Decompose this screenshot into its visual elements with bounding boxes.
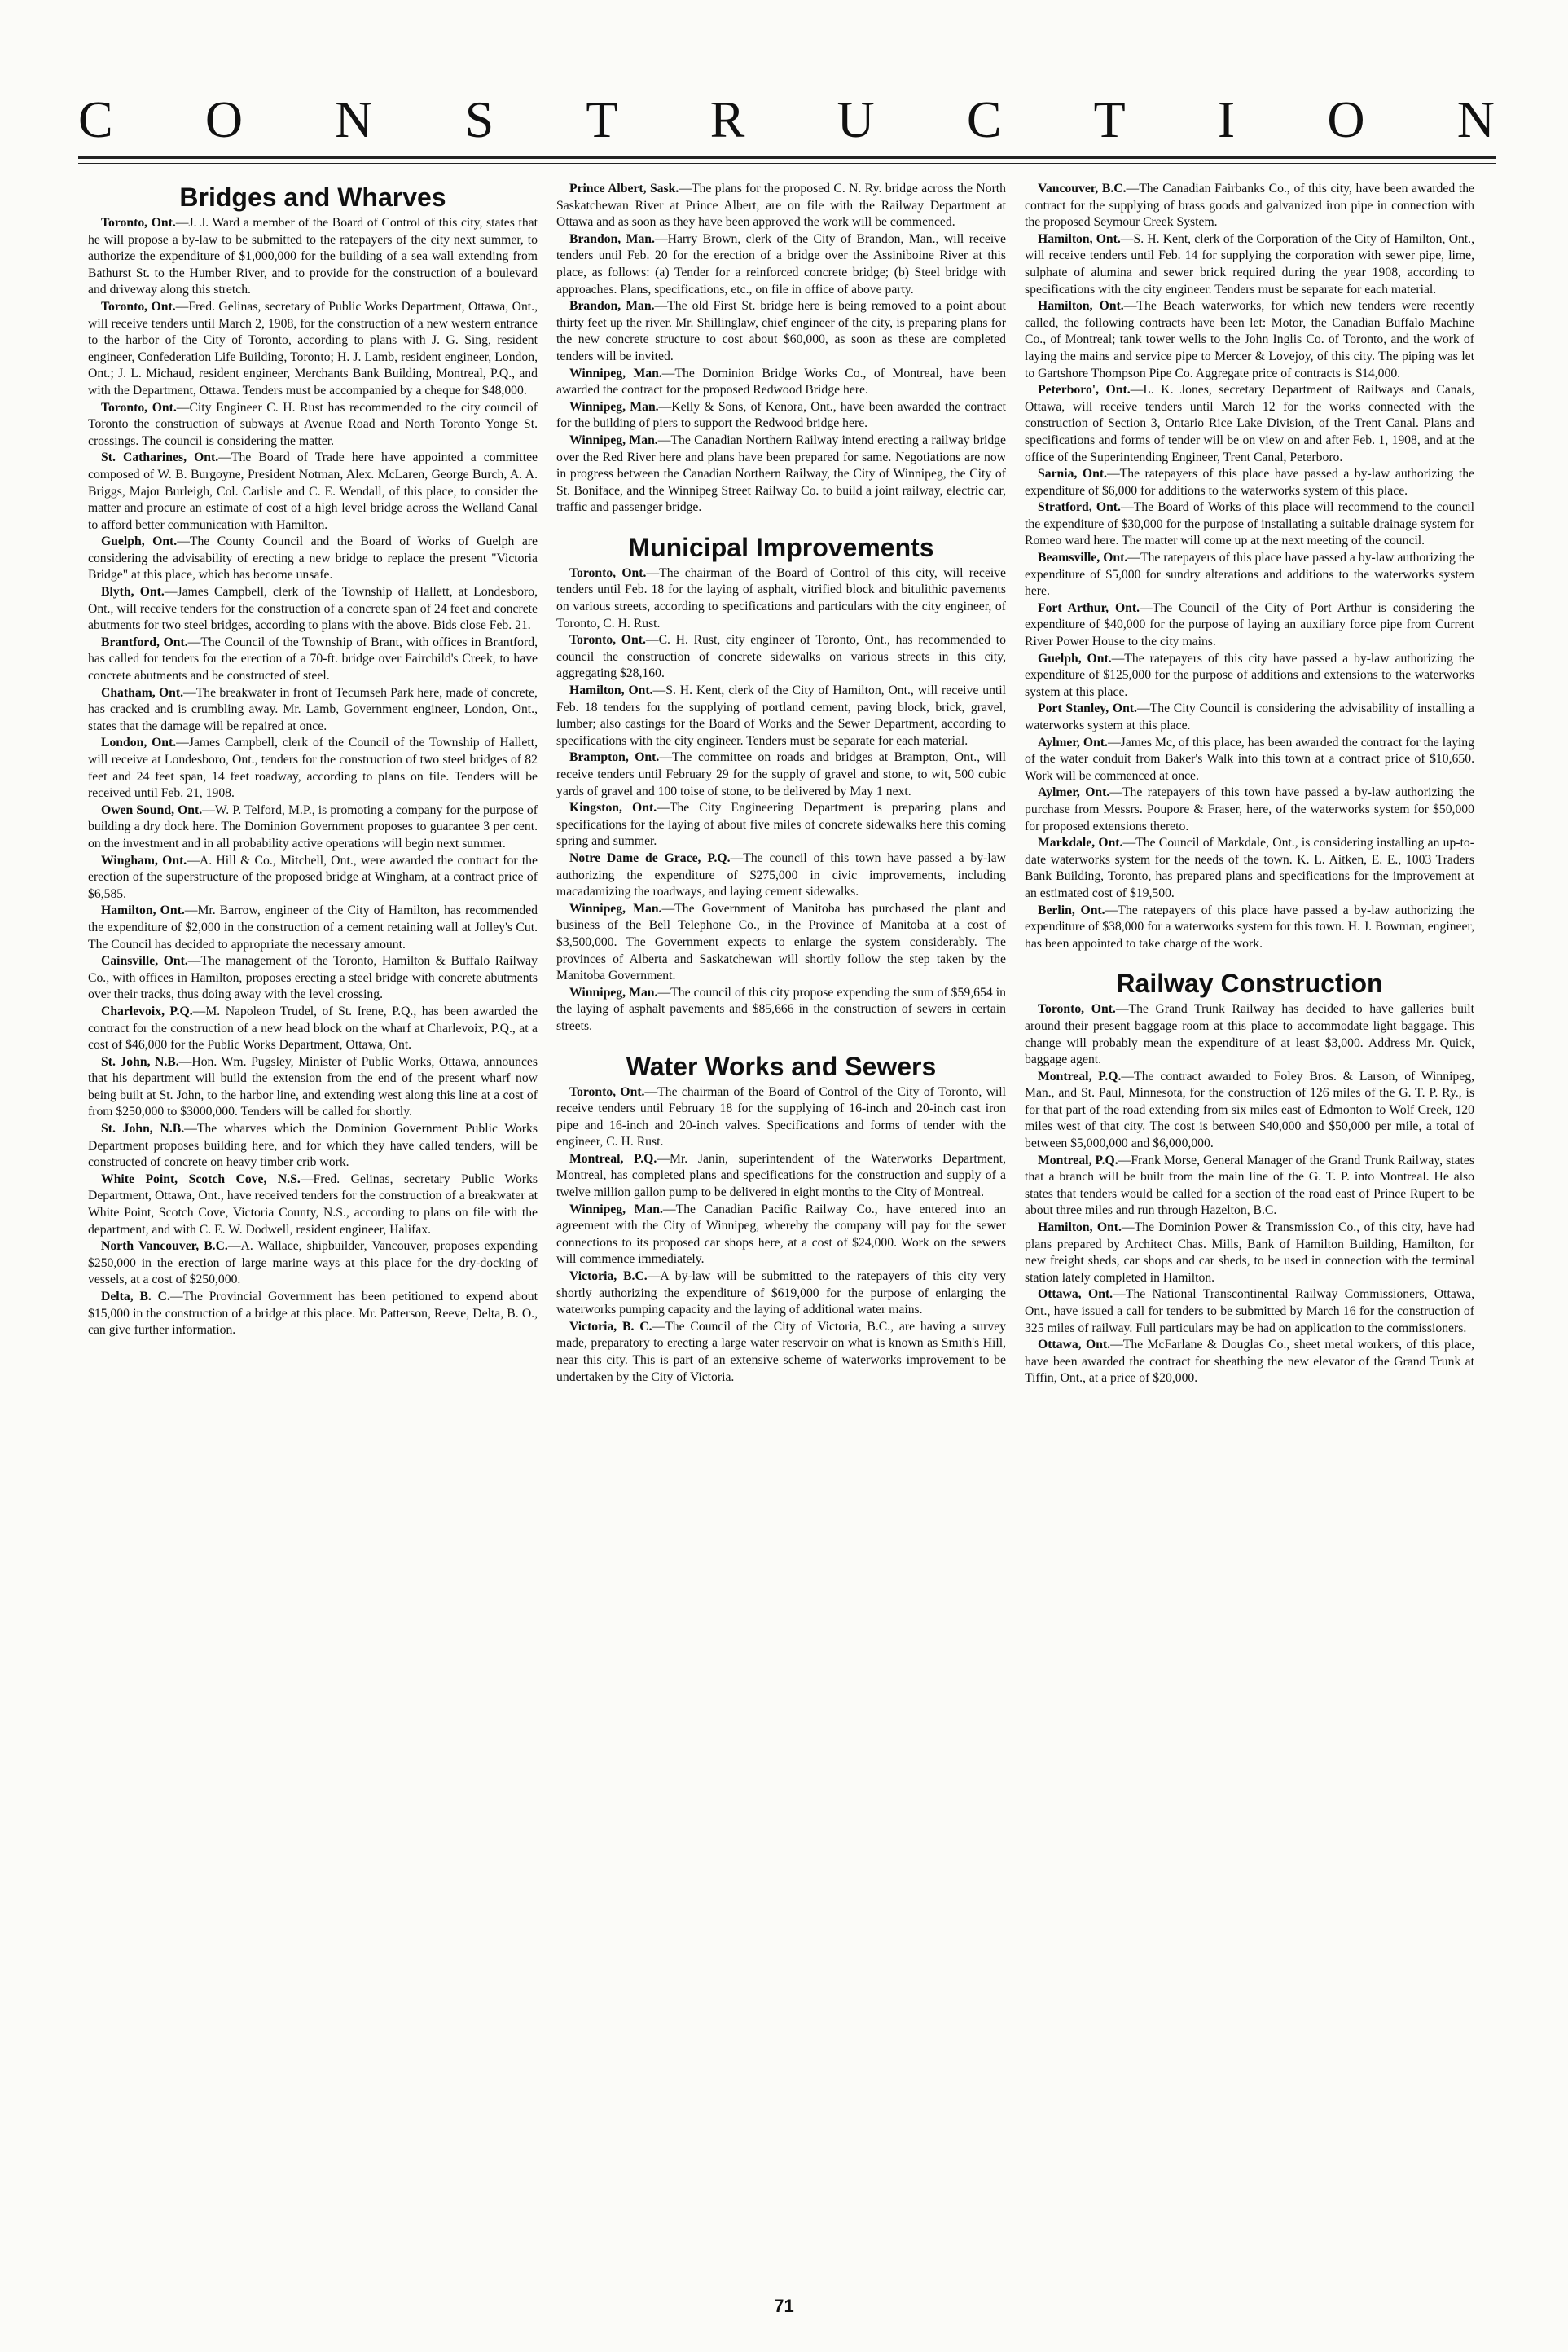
news-item-dateline: Cainsville, Ont.: [101, 954, 188, 969]
news-item-body: —The Grand Trunk Railway has decided to have galleries built around their present baggage room at this place to accommodate light baggage. This change will probably mean the expenditure of at least $3,000. Address Mr. Quick, baggage agent.: [1025, 1002, 1474, 1067]
news-item-dateline: Ottawa, Ont.: [1038, 1287, 1113, 1302]
news-item: [556, 565, 1006, 632]
news-item-dateline: Montreal, P.Q.: [569, 1151, 657, 1166]
news-item: [556, 181, 1006, 231]
column-left: [88, 181, 538, 2299]
news-item-dateline: Guelph, Ont.: [101, 534, 178, 549]
news-item-body: —City Engineer C. H. Rust has recommended to the city council of Toronto the construction of subways at Avenue Road and North Toronto Yonge St. crossings. The council is considering the matter.: [88, 400, 538, 448]
news-item-body: —M. Napoleon Trudel, of St. Irene, P.Q., has been awarded the contract for the construction of a new head block on the wharf at Charlevoix, P.Q., at a cost of $46,000 for the Public Works Department, Ottawa, Ont.: [88, 1004, 538, 1053]
news-item-dateline: Brandon, Man.: [569, 231, 655, 246]
news-item: [1025, 835, 1474, 902]
news-item-dateline: Toronto, Ont.: [101, 216, 176, 230]
news-item-dateline: Winnipeg, Man.: [569, 901, 662, 916]
news-item-dateline: Toronto, Ont.: [101, 400, 177, 415]
news-item-body: —Frank Morse, General Manager of the Grand Trunk Railway, states that a branch will be built from the main line of the G. T. P. into Montreal. He also states that tenders would be called for a section of the road east of Prince Rupert to be about three miles and run through Hazelton, B.C.: [1025, 1153, 1474, 1218]
news-item-body: —The Council of Markdale, Ont., is considering installing an up-to-date waterworks system for the needs of the town. K. L. Aitken, E. E., 1003 Traders Bank Building, Toronto, has prepared plans and specifications for the improvement at an estimated cost of $19,500.: [1025, 836, 1474, 900]
news-item-dateline: Toronto, Ont.: [569, 633, 646, 648]
news-item: [88, 953, 538, 1004]
news-item-dateline: Brantford, Ont.: [101, 635, 188, 649]
news-item-body: —James Mc, of this place, has been awarded the contract for the laying of the water conduit from Baker's Walk into this town at a contract price of $10,650. Work will be commenced at once.: [1025, 735, 1474, 783]
news-item: [556, 433, 1006, 517]
news-item-body: —C. H. Rust, city engineer of Toronto, Ont., has recommended to council the construction of concrete sidewalks on various streets in this city, aggregating $28,160.: [556, 633, 1006, 681]
news-item: [1025, 600, 1474, 651]
masthead-letter: T: [586, 90, 619, 148]
news-item: [556, 985, 1006, 1035]
news-item-body: —The Council of the City of Port Arthur is considering the expenditure of $40,000 for the purpose of laying an auxiliary force pipe from Current River Power House to the city mains.: [1025, 600, 1474, 649]
news-item-dateline: St. John, N.B.: [101, 1122, 185, 1136]
news-item: [88, 1004, 538, 1054]
news-item-body: —The plans for the proposed C. N. Ry. bridge across the North Saskatchewan River at Prince Albert, are on file with the Railway Department at Ottawa and as soon as they have been approved the work will be commenced.: [556, 182, 1006, 230]
news-item-body: —Harry Brown, clerk of the City of Brandon, Man., will receive tenders until Feb. 20 for the erection of a bridge over the Assiniboine River at this place, as follows: (a) Tender for a reinforced concrete bridge; (b) Steel bridge with approaches. Plans, specifications, etc., on file in office of above party.: [556, 231, 1006, 297]
news-item: [1025, 735, 1474, 785]
news-item-body: —The Government of Manitoba has purchased the plant and business of the Bell Telephone Co., in the Province of Manitoba at a cost of $3,500,000. The Government expects to enlarge the system considerably. The provinces of Alberta and Saskatchewan will shortly follow the step taken by the Manitoba Government.: [556, 901, 1006, 983]
news-item-dateline: White Point, Scotch Cove, N.S.: [101, 1172, 301, 1186]
news-item-dateline: Toronto, Ont.: [1038, 1002, 1116, 1017]
news-item-body: —A. Wallace, shipbuilder, Vancouver, proposes expending $250,000 in the erection of large marine ways at this place for the dry-docking of vessels, at a cost of $250,000.: [88, 1239, 538, 1287]
news-item-body: —The County Council and the Board of Works of Guelph are considering the advisability of erecting a new bridge to replace the present "Victoria Bridge" at this place, which has become unsafe.: [88, 534, 538, 583]
news-item-body: —Mr. Barrow, engineer of the City of Hamilton, has recommended the expenditure of $2,000 in the construction of a cement retaining wall at Jolley's Cut. The Council has decided to appropriate the necessary amount.: [88, 903, 538, 952]
news-item: [1025, 651, 1474, 701]
news-item-body: —The Beach waterworks, for which new tenders were recently called, the following contracts have been let: Motor, the Canadian Buffalo Machine Co., of Montreal; tank tower wells to the John Inglis Co. of Toronto, and the work of laying the mains and service pipe to Mercer & Lovejoy, of this city. The piping was let to Gartshore Thompson Pipe Co. Aggregate price of contracts is $14,000.: [1025, 299, 1474, 380]
news-item-dateline: Guelph, Ont.: [1038, 651, 1112, 666]
news-item: [1025, 499, 1474, 550]
news-item: [556, 851, 1006, 901]
news-item-dateline: Port Stanley, Ont.: [1038, 701, 1137, 716]
news-item-dateline: Markdale, Ont.: [1038, 836, 1123, 851]
masthead-letter: T: [1093, 90, 1127, 148]
news-item-body: —The old First St. bridge here is being removed to a point about thirty feet up the river. Mr. Shillinglaw, chief engineer of the city, is preparing plans for the new concrete structure to cost about $60,000, as soon as these are completed tenders will be invited.: [556, 299, 1006, 363]
news-item: [556, 1084, 1006, 1151]
news-item-dateline: Winnipeg, Man.: [569, 433, 658, 447]
news-item: [88, 1238, 538, 1289]
news-item: [88, 450, 538, 534]
news-item-body: —Mr. Janin, superintendent of the Waterworks Department, Montreal, has completed plans and specifications for the construction and supply of a twelve million gallon pump to be delivered in eight months to the City of Montreal.: [556, 1151, 1006, 1200]
news-item: [1025, 903, 1474, 953]
news-item: [556, 1319, 1006, 1386]
news-item-dateline: Toronto, Ont.: [101, 299, 176, 314]
news-item-body: —The ratepayers of this place have passed a by-law authorizing the expenditure of $6,000 for additions to the waterworks system of this place.: [1025, 467, 1474, 498]
masthead-letter: O: [204, 90, 244, 148]
news-item-dateline: Montreal, P.Q.: [1038, 1153, 1118, 1167]
news-item-body: —J. J. Ward a member of the Board of Control of this city, states that he will propose a by-law to be submitted to the ratepayers of the city next summer, to authorize the expenditure of $1,000,000 for the building of a sea wall extending from Bathurst St. to the Humber River, and to provide for the construction of a boulevard and driveway along this stretch.: [88, 216, 538, 297]
masthead-letter: R: [709, 90, 746, 148]
news-item: [1025, 1220, 1474, 1286]
news-item: [88, 400, 538, 451]
news-item-body: —The ratepayers of this place have passed a by-law authorizing the expenditure of $5,000 for sundry alterations and additions to the waterworks system here.: [1025, 551, 1474, 599]
masthead: [78, 90, 1496, 150]
news-item: [1025, 550, 1474, 600]
news-item-dateline: Hamilton, Ont.: [1038, 231, 1121, 246]
news-item-body: —The ratepayers of this place have passed a by-law authorizing the expenditure of $38,000 for a waterworks system for this town. H. J. Bowman, engineer, has been appointed to take charge of the work.: [1025, 903, 1474, 951]
masthead-letter: U: [837, 90, 876, 148]
news-item: [88, 1054, 538, 1121]
masthead-letter: C: [78, 90, 114, 148]
news-item: [556, 1151, 1006, 1202]
news-item: [88, 299, 538, 400]
news-item-dateline: London, Ont.: [101, 736, 177, 750]
news-item-dateline: Winnipeg, Man.: [569, 366, 662, 380]
news-item: [556, 298, 1006, 365]
news-item-dateline: Toronto, Ont.: [569, 1084, 645, 1099]
news-item-body: —S. H. Kent, clerk of the City of Hamilton, Ont., will receive until Feb. 18 tenders for the supplying of portland cement, paving block, brick, gravel, lumber; also castings for the Board of Works and the Sewer Department, according to specifications with the city engineer. Tenders must be separate for each material.: [556, 684, 1006, 748]
news-item: [556, 366, 1006, 399]
news-item-dateline: Delta, B. C.: [101, 1290, 170, 1303]
news-item: [556, 683, 1006, 750]
news-item: [556, 800, 1006, 851]
masthead-letter: O: [1327, 90, 1366, 148]
news-item-dateline: Aylmer, Ont.: [1038, 735, 1108, 750]
news-item-dateline: Wingham, Ont.: [101, 853, 187, 868]
news-item-dateline: Notre Dame de Grace, P.Q.: [569, 851, 731, 865]
news-item-body: —Kelly & Sons, of Kenora, Ont., have been awarded the contract for the building of piers to support the Redwood bridge here.: [556, 399, 1006, 431]
news-item-dateline: Winnipeg, Man.: [569, 1202, 663, 1216]
news-item-body: —The Canadian Northern Railway intend erecting a railway bridge over the Red River here and plans have been prepared for same. Negotiations are now in progress between the Canadian Northern Railway, the City of Winnipeg, the City of St. Boniface, and the Winnipeg Street Railway Co. to build a joint railway, electric car, traffic and passenger bridge.: [556, 433, 1006, 515]
news-item-body: —The National Transcontinental Railway Commissioners, Ottawa, Ont., have issued a call for tenders to be submitted by March 16 for the construction of 325 miles of railway. Full particulars may be had on application to the commissioners.: [1025, 1287, 1474, 1335]
news-item-dateline: Montreal, P.Q.: [1038, 1069, 1122, 1084]
news-item: [88, 735, 538, 802]
news-item-body: —James Campbell, clerk of the Township of Hallett, at Londesboro, Ont., will receive tenders for the construction of a concrete span of 24 feet and concrete abutments for two steel bridges, according to plans with the above. Bids close Feb. 21.: [88, 585, 538, 633]
news-item: [556, 1268, 1006, 1319]
news-item-body: —The chairman of the Board of Control of this city, will receive tenders until Feb. 18 for the laying of asphalt, vitrified block and bitulithic pavements on various streets, according to specifications and particulars with the city engineer, of Toronto, C. H. Rust.: [556, 565, 1006, 631]
news-item-dateline: Stratford, Ont.: [1038, 500, 1121, 515]
news-item-dateline: Winnipeg, Man.: [569, 399, 659, 414]
news-item-body: —The council of this town have passed a by-law authorizing the expenditure of $275,000 in civic improvements, including macadamizing the roadways, and laying cement sidewalks.: [556, 851, 1006, 899]
news-item-body: —A. Hill & Co., Mitchell, Ont., were awarded the contract for the erection of the superstructure of the proposed bridge at Wingham, at a contract price of $6,585.: [88, 853, 538, 901]
news-item-dateline: Ottawa, Ont.: [1038, 1338, 1111, 1352]
news-item-body: —The City Engineering Department is preparing plans and specifications for the laying of about five miles of concrete sidewalks here this coming spring and summer.: [556, 801, 1006, 849]
news-item-body: —The Canadian Pacific Railway Co., have entered into an agreement with the City of Winnipeg, whereby the company will pay for the sewer connections to its proposed car shops here, at a cost of $24,000. Work on the sewers will commence immediately.: [556, 1202, 1006, 1267]
news-item-dateline: St. Catharines, Ont.: [101, 451, 219, 465]
news-item-body: —The ratepayers of this city have passed a by-law authorizing the expenditure of $125,000 for the purpose of additions and extensions to the waterworks system at this place.: [1025, 651, 1474, 699]
news-item: [1025, 1153, 1474, 1220]
news-item-body: —James Campbell, clerk of the Council of the Township of Hallett, will receive at Londesboro, Ont., tenders for the construction of two steel bridges of 82 feet and 24 feet span, 14 feet roadway, according to plans on file. Tenders will be received until Feb. 21, 1908.: [88, 736, 538, 801]
news-item: [1025, 231, 1474, 298]
masthead-letter: N: [335, 90, 374, 148]
news-item: [1025, 1001, 1474, 1068]
news-item-dateline: Hamilton, Ont.: [1038, 299, 1124, 314]
masthead-rule: [78, 156, 1496, 159]
news-item: [1025, 785, 1474, 835]
section-heading: Municipal Improvements: [628, 532, 934, 562]
news-item-body: —The contract awarded to Foley Bros. & Larson, of Winnipeg, Man., and St. Paul, Minnesota, for the construction of 126 miles of the G. T. P. Ry., is for that part of the road extending from six miles east of Edmonton to Wolf Creek, 120 miles west of that city. The cost is between $40,000 and $50,000 per mile, a total of between $5,000,000 and $6,000,000.: [1025, 1069, 1474, 1151]
news-item-body: —L. K. Jones, secretary Department of Railways and Canals, Ottawa, will receive tenders until March 12 for the works connected with the construction of Section 3, Ontario Rice Lake Division, of the Trent Canal. Plans and specifications and forms of tender will be on view on and after Feb. 1, 1908, and at the office of the Superintending Engineer, Trent Canal, Peterboro.: [1025, 383, 1474, 464]
section-heading: Bridges and Wharves: [179, 182, 446, 212]
news-item: [1025, 466, 1474, 499]
section-spacer: [1025, 952, 1474, 967]
news-item: [88, 1172, 538, 1238]
masthead-rule-thin: [78, 163, 1496, 164]
news-item: [1025, 298, 1474, 382]
news-item-body: —The Council of the Township of Brant, with offices in Brantford, has called for tenders for the erection of a 70-ft. bridge over Fairchild's Creek, to have concrete abutments and be constructed of steel.: [88, 635, 538, 684]
news-item: [1025, 701, 1474, 734]
news-item-dateline: Brandon, Man.: [569, 299, 655, 314]
news-item-dateline: Hamilton, Ont.: [569, 684, 653, 698]
news-item-dateline: Kingston, Ont.: [569, 801, 657, 816]
news-item-body: —The wharves which the Dominion Government Public Works Department proposes building here, and for which they have called tenders, will be constructed of concrete on heavy timber crib work.: [88, 1122, 538, 1170]
news-item-dateline: North Vancouver, B.C.: [101, 1239, 228, 1254]
section-spacer: [556, 1035, 1006, 1050]
news-item-dateline: Charlevoix, P.Q.: [101, 1004, 193, 1018]
news-item-dateline: Victoria, B.C.: [569, 1269, 648, 1284]
masthead-letter: S: [464, 90, 495, 148]
news-item-dateline: Owen Sound, Ont.: [101, 802, 203, 817]
news-item-body: —Hon. Wm. Pugsley, Minister of Public Works, Ottawa, announces that his department will build the extension from the end of the present wharf now being built at St. John, to the harbor line, and extending west along this line at a cost of from $250,000 to $3000,000. Tenders will be called for shortly.: [88, 1054, 538, 1119]
news-item: [88, 534, 538, 584]
news-item-dateline: Brampton, Ont.: [569, 750, 660, 765]
news-item-body: —The committee on roads and bridges at Brampton, Ont., will receive tenders until February 29 for the supply of gravel and stone, to wit, 500 cubic yards of gravel and 100 toise of stone, to be delivered by May 1 next.: [556, 750, 1006, 798]
news-item-dateline: Chatham, Ont.: [101, 685, 184, 700]
news-item: [88, 215, 538, 299]
news-item-dateline: Sarnia, Ont.: [1038, 467, 1107, 481]
masthead-letter: I: [1217, 90, 1236, 148]
news-item-body: —The Provincial Government has been petitioned to expend about $15,000 in the construction of a bridge at this place. Mr. Patterson, Reeve, Delta, B. O., can give further information.: [88, 1290, 538, 1338]
news-item-body: —The chairman of the Board of Control of the City of Toronto, will receive tenders until February 18 for the supplying of 16-inch and 20-inch cast iron pipe and 16-inch and 20-inch valves. Specifications and forms of tender with the engineer, C. H. Rust.: [556, 1084, 1006, 1150]
news-item: [556, 901, 1006, 985]
section-heading: Railway Construction: [1116, 969, 1383, 999]
news-item-dateline: Hamilton, Ont.: [1038, 1220, 1122, 1235]
masthead-letter: N: [1456, 90, 1496, 148]
news-item: [1025, 1337, 1474, 1387]
news-item: [556, 1202, 1006, 1268]
news-item-dateline: Beamsville, Ont.: [1038, 551, 1128, 565]
news-item: [88, 1289, 538, 1339]
news-item-dateline: Peterboro', Ont.: [1038, 383, 1131, 398]
news-item: [556, 231, 1006, 298]
news-item-body: —The breakwater in front of Tecumseh Park here, made of concrete, has cracked and is crumbling away. Mr. Lamb, Government engineer, London, Ont., states that the damage will be repaired at once.: [88, 685, 538, 733]
news-item-body: —W. P. Telford, M.P., is promoting a company for the purpose of building a dry dock here. The Dominion Government proposes to guarantee 3 per cent. on the investment and in all probability active operations will begin next summer.: [88, 802, 538, 851]
news-item-dateline: St. John, N.B.: [101, 1054, 179, 1069]
news-item-body: —The Board of Trade here have appointed a committee composed of W. B. Burgoyne, President Notman, Alex. McLaren, George Burch, A. A. Briggs, Major Burleigh, Col. Carlisle and C. E. Wendall, of this place, to consider the matter and procure an estimate of cost of a high level bridge across the Welland Canal to afford better communication with Hamilton.: [88, 451, 538, 532]
news-item-body: —The McFarlane & Douglas Co., sheet metal workers, of this place, have been awarded the contract for sheathing the new elevator of the Grand Trunk at Tiffin, Ont., at a price of $20,000.: [1025, 1338, 1474, 1386]
news-item-dateline: Toronto, Ont.: [569, 565, 647, 580]
news-item: [88, 584, 538, 635]
news-item-body: —S. H. Kent, clerk of the Corporation of the City of Hamilton, Ont., will receive tenders until Feb. 14 for supplying the corporation with sewer pipe, lime, sulphate of alumina and sewer brick required during the year 1908, according to specifications with the city engineer. Tenders must be separate for each material.: [1025, 231, 1474, 297]
news-item-body: —The Dominion Power & Transmission Co., of this city, have had plans prepared by Architect Chas. Mills, Bank of Hamilton Building, Hamilton, for new freight sheds, car shops and car sheds, to be used in connection with the terminal station lately completed in Hamilton.: [1025, 1220, 1474, 1285]
news-item: [556, 632, 1006, 683]
news-item-body: —The Canadian Fairbanks Co., of this city, have been awarded the contract for the supplying of brass goods and galvanized iron pipe in connection with the proposed Seymour Creek System.: [1025, 182, 1474, 230]
news-item-dateline: Prince Albert, Sask.: [569, 182, 679, 196]
news-item: [88, 635, 538, 685]
news-item-body: —The Council of the City of Victoria, B.C., are having a survey made, preparatory to erecting a large water reservoir on what is known as Smith's Hill, near this city. This is part of an extensive scheme of waterworks improvement to be undertaken by the City of Victoria.: [556, 1319, 1006, 1384]
news-item-body: —The council of this city propose expending the sum of $59,654 in the laying of asphalt pavements and $85,666 in the construction of sewers in certain streets.: [556, 985, 1006, 1033]
section-spacer: [556, 517, 1006, 531]
news-item: [556, 399, 1006, 433]
page-number: 71: [774, 2296, 794, 2316]
news-item: [556, 750, 1006, 800]
news-item: [1025, 181, 1474, 231]
news-item-body: —The ratepayers of this town have passed a by-law authorizing the purchase from Messrs. Poupore & Fraser, here, of the waterworks system for $50,000 for proposed extensions thereto.: [1025, 785, 1474, 833]
news-item: [88, 685, 538, 736]
news-item: [88, 1121, 538, 1172]
news-item-body: —The Board of Works of this place will recommend to the council the expenditure of $30,000 for the purpose of installating a suitable drainage system for Romeo ward here. The matter will come up at the next meeting of the council.: [1025, 500, 1474, 548]
news-item-body: —A by-law will be submitted to the ratepayers of this city very shortly authorizing the expenditure of $619,000 for the purpose of enlarging the waterworks pumping capacity and the laying of additional water mains.: [556, 1269, 1006, 1317]
news-item-dateline: Vancouver, B.C.: [1038, 182, 1127, 196]
news-item-body: —The Dominion Bridge Works Co., of Montreal, have been awarded the contract for the proposed Redwood Bridge here.: [556, 366, 1006, 398]
column-middle: [556, 181, 1006, 2299]
news-item-dateline: Fort Arthur, Ont.: [1038, 600, 1140, 615]
news-item: [1025, 1286, 1474, 1337]
masthead-letter: C: [966, 90, 1003, 148]
news-item-body: —Fred. Gelinas, secretary Public Works Department, Ottawa, Ont., have received tenders for the construction of a breakwater at White Point, Scotch Cove, Victoria County, N.S., according to plans on file with the department, and with C. E. W. Dodwell, resident engineer, Halifax.: [88, 1172, 538, 1237]
news-item-dateline: Berlin, Ont.: [1038, 903, 1105, 917]
news-item: [88, 903, 538, 953]
news-item: [88, 802, 538, 853]
news-item: [1025, 382, 1474, 466]
news-item-dateline: Hamilton, Ont.: [101, 903, 185, 918]
news-item-dateline: Aylmer, Ont.: [1038, 785, 1110, 800]
news-item-body: —Fred. Gelinas, secretary of Public Works Department, Ottawa, Ont., will receive tenders until March 2, 1908, for the construction of a new western entrance to the harbor of the City of Toronto, according to plans with J. G. Sing, resident engineer, Confederation Life Building, Toronto; H. J. Lamb, resident engineer, London, Ont.; J. L. Michaud, resident engineer, Merchants Bank Building, Montreal, P.Q., and with the Department, Ottawa. Tenders must be accompanied by a cheque for $48,000.: [88, 299, 538, 398]
news-item-dateline: Winnipeg, Man.: [569, 985, 658, 1000]
news-item-body: —The City Council is considering the advisability of installing a waterworks system at this place.: [1025, 701, 1474, 732]
news-item: [1025, 1069, 1474, 1153]
news-item-dateline: Blyth, Ont.: [101, 585, 165, 600]
news-item-body: —The management of the Toronto, Hamilton & Buffalo Railway Co., with offices in Hamilton, proposes erecting a steel bridge with concrete abutments over their tracks, thus doing away with the level crossing.: [88, 954, 538, 1002]
news-item-dateline: Victoria, B. C.: [569, 1319, 652, 1334]
column-right: [1025, 181, 1474, 2299]
news-item: [88, 853, 538, 903]
section-heading: Water Works and Sewers: [626, 1051, 937, 1081]
